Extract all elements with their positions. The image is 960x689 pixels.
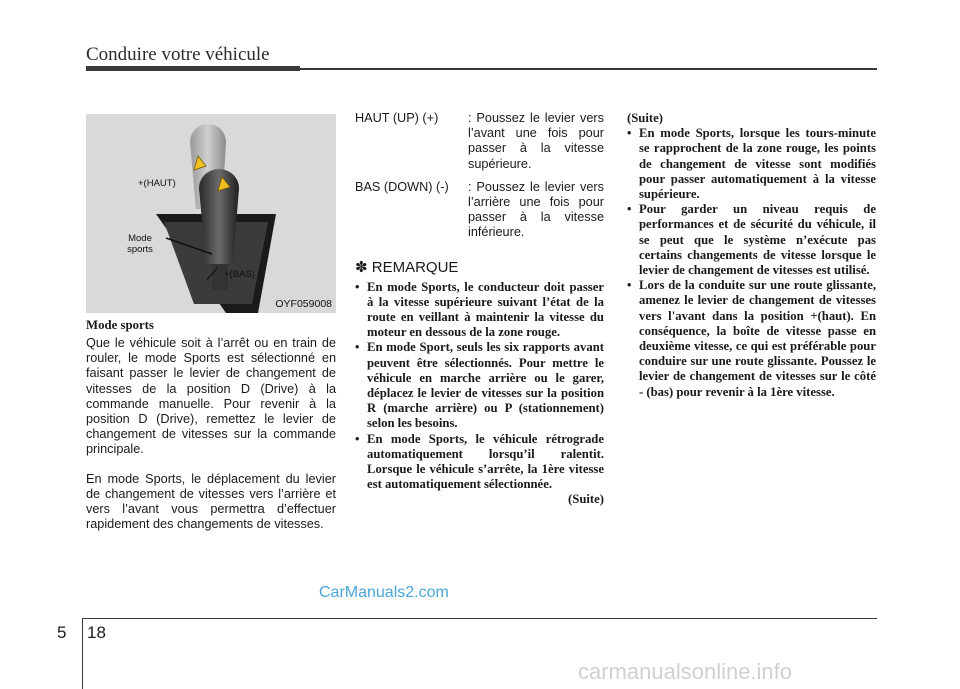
- remark-item: • En mode Sports, le conducteur doit passer à la vitesse supérieure suivant l’état de la route en veillant à maintenir la vitesse du moteur en dessous de la zone rouge.: [355, 279, 604, 340]
- paragraph-2: En mode Sports, le déplacement du levier de changement de vitesses vers l’arrière et vers l’avant vous permettra d’effectuer rapidement des changements de vitesses.: [86, 471, 336, 532]
- section-title: Mode sports: [86, 318, 154, 332]
- paragraph-1: Que le véhicule soit à l’arrêt ou en train de rouler, le mode Sports est sélectionné en faisant passer le levier de changement de vitesses de la position D (Drive) à la commande manuelle. Pour revenir à la position D (Drive), remettez le levier de changement de vitesses sur la commande principale.: [86, 336, 336, 457]
- definition-up-term: HAUT (UP) (+): [355, 111, 439, 125]
- page-header-title: Conduire votre véhicule: [86, 44, 270, 65]
- chapter-number: 5: [57, 623, 67, 642]
- header-rule-thin: [300, 68, 877, 70]
- remark-item: • Lors de la conduite sur une route glissante, amenez le levier de changement de vitesses vers l'avant dans la position +(haut). En conséquence, la boîte de vitesse passe en deuxième vitesse, ce qui est préférable pour conduire sur une route glissante. Poussez le levier de changement de vitesses sur le côté - (bas) pour revenir à la 1ère vitesse.: [627, 278, 876, 399]
- figure-code: OYF059008: [275, 298, 332, 310]
- remark-item: • En mode Sports, lorsque les tours-minute se rapprochent de la zone rouge, les points de changement de vitesse sont modifiés pour passer automatiquement à la vitesse supérieure.: [627, 126, 876, 202]
- definition-up-text: : Poussez le levier vers l’avant une fois pour passer à la vitesse supérieure.: [468, 111, 604, 171]
- remark-item: • Pour garder un niveau requis de performances et de sécurité du véhicule, il se peut que le système n’exécute pas certains changements de vitesse lorsque le levier de changement de vitesses est utilisé.: [627, 202, 876, 278]
- definition-down: [355, 180, 604, 241]
- remark-heading: ✽ REMARQUE: [355, 258, 459, 276]
- remark-list: [355, 280, 604, 493]
- label-up: +(HAUT): [138, 178, 176, 189]
- definition-down-text: : Poussez le levier vers l’arrière une fois pour passer à la vitesse inférieure.: [468, 179, 604, 240]
- footer-divider: [82, 618, 83, 689]
- remark-list-continued: [627, 126, 876, 400]
- column-3: [627, 111, 876, 400]
- watermark-link[interactable]: CarManuals2.com: [319, 584, 449, 601]
- label-down: +(BAS): [224, 269, 255, 280]
- definition-up: [355, 111, 604, 172]
- remark-item: • En mode Sport, seuls les six rapports avant peuvent être sélectionnés. Pour mettre le véhicule en marche arrière ou le garer, déplacez le levier de vitesses sur la position R (marche arrière) ou P (stationnement) selon les besoins.: [355, 340, 604, 431]
- continued-label: (Suite): [568, 492, 604, 507]
- label-mode-sports: Mode sports: [127, 233, 153, 255]
- gear-shift-figure: [86, 114, 336, 313]
- footer-rule: [82, 618, 877, 619]
- page-number: 18: [87, 623, 106, 642]
- gear-shift-illustration: [86, 114, 336, 313]
- column-2: [355, 111, 604, 508]
- continued-label: (Suite): [627, 111, 663, 125]
- watermark-footer: carmanualsonline.info: [578, 659, 793, 684]
- header-rule: [86, 66, 300, 71]
- remark-item: • En mode Sports, le véhicule rétrograde automatiquement lorsqu’il ralentit. Lorsque le véhicule s’arrête, la 1ère vitesse est automatiquement sélectionnée.: [355, 431, 604, 492]
- column-1: [86, 318, 336, 532]
- definition-down-term: BAS (DOWN) (-): [355, 179, 449, 194]
